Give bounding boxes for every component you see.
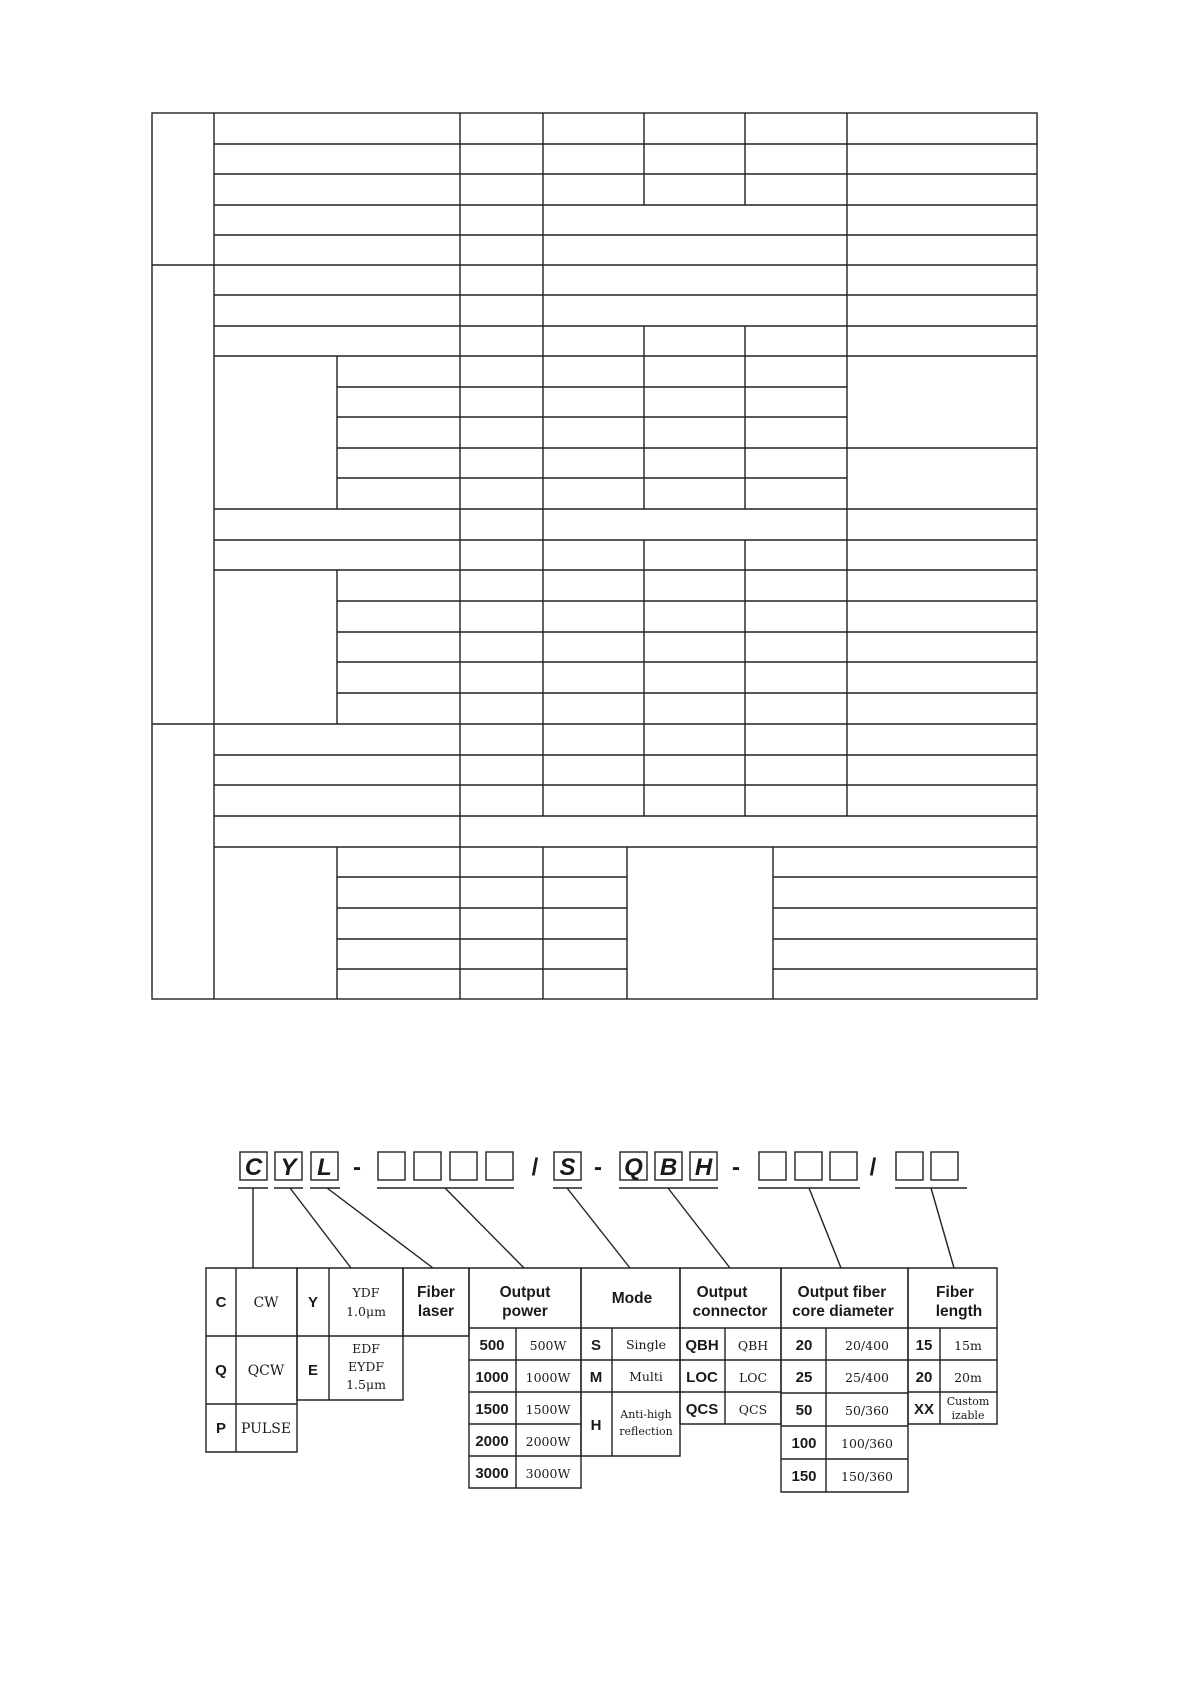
code-separator: / [869,1154,877,1181]
power-code: 3000 [475,1465,509,1482]
code-char: C [244,1154,263,1181]
spec-table [152,113,1037,999]
mode-header-line: Mode [611,1290,653,1307]
doping-label-line: EDF [352,1341,380,1356]
power-code: 2000 [475,1433,509,1450]
doping-label-line: 1.5μm [346,1377,386,1392]
power-label: 2000W [525,1434,571,1449]
code-char: Q [624,1154,643,1181]
doping-label-line: YDF [352,1285,380,1300]
legend-core-diameter-table [781,1268,908,1492]
code-box [414,1152,441,1180]
mode-label-line: Multi [629,1369,663,1384]
power-label: 1000W [525,1370,571,1385]
legend-mode-table [581,1268,680,1456]
core-diameter-code: 100 [791,1435,817,1452]
fiber-length-label-line: 15m [954,1338,982,1353]
spec-table-border [152,113,1037,999]
code-box [486,1152,513,1180]
legend-fiber-length-table [908,1268,997,1424]
fiber-length-label-line: 20m [954,1370,982,1385]
fiber-length-header-line: length [935,1303,983,1320]
connector-label: LOC [738,1370,768,1385]
code-char: H [694,1154,713,1181]
mode-code: S [590,1337,602,1354]
mode-code: H [590,1417,602,1434]
core-diameter-label: 20/400 [845,1338,889,1353]
code-box [830,1152,857,1180]
mode-label-line: Anti-high [620,1408,672,1421]
model-code-strip [238,1152,967,1268]
type-label: QCW [247,1363,285,1379]
code-box [896,1152,923,1180]
fiber-length-code: 15 [915,1337,933,1354]
connector-header-line: Output [696,1284,748,1301]
power-label: 1500W [525,1402,571,1417]
doping-label-line: 1.0μm [346,1304,386,1319]
code-char: L [317,1154,332,1181]
connector-header-line: connector [692,1303,768,1320]
code-box [931,1152,958,1180]
power-code: 1500 [475,1401,509,1418]
fiber-length-header-line: Fiber [936,1284,974,1301]
fiber-length-code: XX [913,1401,935,1418]
doping-code: Y [307,1294,319,1311]
core-diameter-header-line: Output fiber [797,1284,887,1301]
core-diameter-code: 20 [795,1337,813,1354]
fiber-length-label-line: izable [951,1409,985,1422]
power-code: 500 [479,1337,505,1354]
mode-code: M [589,1369,603,1386]
legend-type-table [206,1268,297,1452]
mode-label-line: reflection [619,1425,673,1438]
fiber-laser-header-line: Fiber [417,1284,455,1301]
type-code: P [215,1420,227,1437]
connector-code: LOC [686,1369,718,1386]
fiber-length-code: 20 [915,1369,933,1386]
core-diameter-label: 25/400 [845,1370,889,1385]
power-label: 3000W [525,1466,571,1481]
type-label: CW [253,1295,279,1311]
type-code: C [215,1294,227,1311]
core-diameter-code: 50 [795,1402,813,1419]
code-separator: / [531,1154,539,1181]
legend-output-connector-table [680,1268,781,1424]
code-separator: - [594,1154,602,1181]
code-char: Y [280,1154,297,1181]
code-box [378,1152,405,1180]
core-diameter-code: 25 [795,1369,813,1386]
legend-doping-table [297,1268,403,1400]
code-box [795,1152,822,1180]
connector-code: QCS [685,1401,719,1418]
output-power-header-line: power [502,1303,548,1320]
core-diameter-header-line: core diameter [792,1303,894,1320]
legend-fiber-laser [403,1268,469,1336]
code-box [759,1152,786,1180]
connector-code: QBH [685,1337,719,1354]
code-separator: - [353,1154,361,1181]
output-power-header-line: Output [499,1284,551,1301]
code-char: S [559,1154,576,1181]
connector-label: QCS [738,1402,768,1417]
core-diameter-label: 50/360 [845,1403,889,1418]
core-diameter-label: 100/360 [841,1436,893,1451]
code-char: B [659,1154,678,1181]
core-diameter-code: 150 [791,1468,817,1485]
power-code: 1000 [475,1369,509,1386]
fiber-laser-header-line: laser [417,1303,455,1320]
doping-label-line: EYDF [347,1359,385,1374]
connector-label: QBH [737,1338,769,1353]
mode-label-line: Single [625,1337,667,1352]
fiber-length-label-line: Custom [946,1395,990,1408]
type-code: Q [215,1362,227,1379]
doping-code: E [307,1362,319,1379]
type-label: PULSE [240,1421,292,1437]
code-box [450,1152,477,1180]
code-separator: - [732,1154,740,1181]
legend-output-power-table [469,1268,581,1488]
power-label: 500W [529,1338,567,1353]
core-diameter-label: 150/360 [841,1469,893,1484]
